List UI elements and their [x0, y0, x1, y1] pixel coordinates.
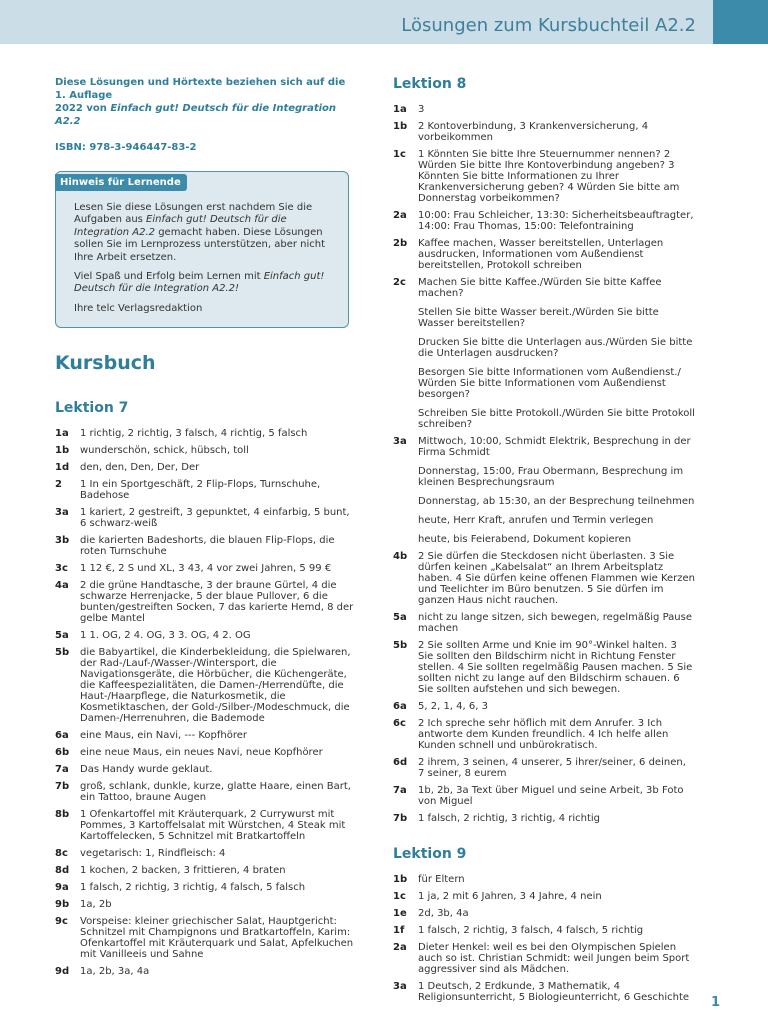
intro-line2-prefix: 2022 von [55, 103, 111, 114]
answer-line: Stellen Sie bitte Wasser bereit./Würden Sie bitte Wasser bereitstellen? [418, 307, 659, 329]
exercise-answer: 1 richtig, 2 richtig, 3 falsch, 4 richtig, 5 falsch [80, 428, 308, 440]
hint-p1-text: Lesen Sie diese Lösungen erst nachdem Sie die Aufgaben aus [74, 202, 313, 226]
exercise-answer: 1 falsch, 2 richtig, 3 falsch, 4 falsch, 5 richtig [418, 925, 644, 936]
exercise-number: 9c [55, 916, 68, 928]
exercise-answer [418, 718, 695, 751]
exercise-row [55, 647, 357, 724]
exercise-answer: 1 In ein Sportgeschäft, 2 Flip-Flops, Turnschuhe, Badehose [80, 479, 321, 502]
hint-p2-title: Einfach gut! Deutsch für die Integration A2.2! [74, 271, 325, 295]
exercise-number: 5a [393, 612, 407, 623]
exercise-row [393, 891, 695, 902]
exercise-row [55, 507, 357, 529]
exercise-answer: eine neue Maus, ein neues Navi, neue Kopfhörer [80, 747, 323, 759]
exercise-answer: Das Handy wurde geklaut. [80, 764, 213, 776]
exercise-number: 1c [393, 149, 406, 160]
exercise-row [55, 865, 357, 876]
exercise-number: 8b [55, 809, 70, 821]
exercise-row [55, 479, 357, 501]
exercise-number: 2a [393, 210, 407, 221]
exercise-row [55, 809, 357, 842]
answer-line: 3 [418, 104, 425, 115]
exercise-row [55, 966, 357, 977]
hint-paragraph-1 [74, 202, 330, 264]
exercise-answer [418, 757, 695, 779]
answer-line: Schreiben Sie bitte Protokoll./Würden Sie bitte Protokoll schreiben? [418, 408, 695, 430]
answer-line: Donnerstag, ab 15:30, an der Besprechung teilnehmen [418, 496, 695, 507]
exercise-answer: wunderschön, schick, hübsch, toll [80, 445, 249, 457]
answer-line: 2 Ich spreche sehr höflich mit dem Anrufer. 3 Ich antworte dem Kunden freundlich. 4 Ich helfe allen Kunden schnell und unbürokratisch. [418, 718, 669, 751]
exercise-row [393, 981, 695, 1003]
exercise-number: 5a [55, 630, 69, 642]
exercise-answer [418, 104, 695, 115]
exercise-number: 2 [55, 479, 62, 491]
exercise-row [55, 848, 357, 859]
intro-line1: Diese Lösungen und Hörtexte beziehen sich auf die 1. Auflage [55, 77, 346, 101]
page-number: 1 [710, 995, 720, 1010]
exercise-number: 8c [55, 848, 68, 860]
exercise-row [55, 916, 357, 960]
exercise-number: 1f [393, 925, 405, 936]
exercise-answer [418, 277, 695, 430]
hint-box [55, 171, 349, 328]
answer-line: Drucken Sie bitte die Unterlagen aus./Würden Sie bitte die Unterlagen ausdrucken? [418, 337, 693, 359]
exercise-row [55, 428, 357, 439]
exercise-row [55, 580, 357, 624]
exercise-row [55, 899, 357, 910]
answer-line: Machen Sie bitte Kaffee./Würden Sie bitte Kaffee machen? [418, 277, 662, 299]
exercise-answer: eine Maus, ein Navi, --- Kopfhörer [80, 730, 248, 742]
exercise-number: 3c [55, 563, 68, 575]
exercise-number: 6b [55, 747, 70, 759]
exercise-answer: 1a, 2b [80, 899, 112, 911]
exercise-row [393, 238, 695, 271]
exercise-number: 1b [393, 121, 408, 132]
exercise-row [393, 874, 695, 885]
answer-line: 2 Sie sollten Arme und Knie im 90°-Winkel halten. 3 Sie sollten den Bildschirm nicht in Richtung Fenster stellen. 4 Sie sollten regelmäßig Pausen machen. 5 Sie sollten nicht zu lange auf den Bildschirm schauen. 6 Sie sollten aufstehen und sich bewegen. [418, 640, 693, 695]
exercise-answer: 1 kochen, 2 backen, 3 frittieren, 4 braten [80, 865, 286, 877]
exercise-number: 3a [393, 981, 407, 992]
exercise-number: 1c [393, 891, 406, 902]
left-column [55, 76, 357, 983]
exercise-number: 3b [55, 535, 70, 547]
exercise-number: 7b [55, 781, 70, 793]
exercise-number: 8d [55, 865, 70, 877]
exercise-number: 1b [393, 874, 408, 885]
exercise-answer [418, 612, 695, 634]
hint-paragraph-2 [74, 271, 330, 296]
intro-text [55, 76, 357, 128]
hint-p2-text: Viel Spaß und Erfolg beim Lernen mit [74, 271, 264, 283]
exercise-row [55, 630, 357, 641]
exercise-number: 3a [55, 507, 69, 519]
exercise-number: 6c [393, 718, 406, 729]
answer-line: 10:00: Frau Schleicher, 13:30: Sicherheitsbeauftragter, 14:00: Frau Thomas, 15:00: Telefontraining [418, 210, 694, 232]
exercise-answer [418, 640, 695, 695]
exercise-answer: 2 die grüne Handtasche, 3 der braune Gürtel, 4 die schwarze Herrenjacke, 5 der blaue Pullover, 6 die bunten/gestreiften Socken, 7 das karierte Hemd, 8 der gelbe Mantel [80, 580, 354, 625]
exercise-row [55, 882, 357, 893]
hint-p1-title: Einfach gut! Deutsch für die Integration A2.2 [74, 214, 287, 238]
exercise-number: 1e [393, 908, 407, 919]
exercise-answer: 1 12 €, 2 S und XL, 3 43, 4 vor zwei Jahren, 5 99 € [80, 563, 332, 575]
exercise-answer: 1a, 2b, 3a, 4a [80, 966, 150, 978]
exercise-row [55, 445, 357, 456]
exercise-number: 7a [393, 785, 407, 796]
exercise-row [393, 908, 695, 919]
exercise-answer [418, 785, 695, 807]
exercise-answer [418, 551, 695, 606]
exercise-row [55, 747, 357, 758]
exercise-number: 4b [393, 551, 408, 562]
hint-p1-rest: gemacht haben. Diese Lösungen sollen Sie im Lernprozess unterstützen, aber nicht Ihre Arbeit ersetzen. [74, 226, 326, 263]
exercise-number: 9b [55, 899, 70, 911]
answer-line: 2 ihrem, 3 seinen, 4 unserer, 5 ihrer/seiner, 6 deinen, 7 seiner, 8 eurem [418, 757, 686, 779]
exercise-answer [418, 210, 695, 232]
answer-line: 5, 2, 1, 4, 6, 3 [418, 701, 488, 712]
exercise-row [393, 757, 695, 779]
exercise-number: 1a [393, 104, 407, 115]
exercise-row [393, 640, 695, 695]
answer-line: Mittwoch, 10:00, Schmidt Elektrik, Besprechung in der Firma Schmidt [418, 436, 691, 458]
exercise-answer: 1 Ofenkartoffel mit Kräuterquark, 2 Currywurst mit Pommes, 3 Kartoffelsalat mit Würstchen, 4 Steak mit Kartoffelecken, 5 Schnitzel mit Bratkartoffeln [80, 809, 346, 843]
exercise-answer: 1 ja, 2 mit 6 Jahren, 3 4 Jahre, 4 nein [418, 891, 602, 902]
isbn: ISBN: 978-3-946447-83-2 [55, 142, 197, 153]
exercise-row [393, 551, 695, 606]
exercise-answer: 1 falsch, 2 richtig, 3 richtig, 4 falsch, 5 falsch [80, 882, 306, 894]
answer-line: heute, Herr Kraft, anrufen und Termin verlegen [418, 515, 654, 526]
exercise-answer: 1 1. OG, 2 4. OG, 3 3. OG, 4 2. OG [80, 630, 251, 642]
lektion-8-title: Lektion 8 [393, 76, 467, 92]
exercise-number: 1b [55, 445, 70, 457]
answer-line: Besorgen Sie bitte Informationen vom Außendienst./ Würden Sie bitte Informationen vom Außendienst besorgen? [418, 367, 681, 400]
exercise-row [55, 462, 357, 473]
exercise-number: 6a [393, 701, 407, 712]
exercise-answer [418, 436, 695, 545]
answer-line: heute, bis Feierabend, Dokument kopieren [418, 534, 632, 545]
exercise-answer [418, 238, 695, 271]
exercise-number: 3a [393, 436, 407, 447]
exercise-answer: Dieter Henkel: weil es bei den Olympischen Spielen auch so ist. Christian Schmidt: weil Jungen beim Sport aggressiver sind als Mädchen. [418, 942, 690, 975]
exercise-row [393, 813, 695, 824]
page-header [0, 0, 768, 44]
exercise-number: 1d [55, 462, 70, 474]
exercise-row [55, 781, 357, 803]
exercise-answer: 1 kariert, 2 gestreift, 3 gepunktet, 4 einfarbig, 5 bunt, 6 schwarz-weiß [80, 507, 350, 530]
answer-line: nicht zu lange sitzen, sich bewegen, regelmäßig Pause machen [418, 612, 692, 634]
exercise-answer [418, 121, 695, 143]
exercise-number: 4a [55, 580, 69, 592]
section-title: Kursbuch [55, 352, 156, 375]
exercise-row [393, 149, 695, 204]
exercise-number: 2c [393, 277, 406, 288]
lektion-7-list [55, 428, 357, 977]
exercise-answer: Vorspeise: kleiner griechischer Salat, Hauptgericht: Schnitzel mit Champignons und Bratkartoffeln, Karim: Ofenkartoffel mit Kräuterquark und Salat, Apfelkuchen mit Vanilleeis und Sahne [80, 916, 354, 961]
exercise-row [393, 436, 695, 545]
exercise-number: 9d [55, 966, 70, 978]
answer-line: Donnerstag, 15:00, Frau Obermann, Besprechung im kleinen Besprechungsraum [418, 466, 684, 488]
exercise-answer [418, 813, 695, 824]
exercise-answer: 2d, 3b, 4a [418, 908, 469, 919]
lektion-9-title: Lektion 9 [393, 846, 467, 862]
exercise-answer: vegetarisch: 1, Rindfleisch: 4 [80, 848, 226, 860]
exercise-row [393, 925, 695, 936]
exercise-number: 6a [55, 730, 69, 742]
exercise-row [393, 701, 695, 712]
exercise-answer: den, den, Den, Der, Der [80, 462, 200, 474]
answer-line: 1b, 2b, 3a Text über Miguel und seine Arbeit, 3b Foto von Miguel [418, 785, 684, 807]
hint-label: Hinweis für Lernende [55, 174, 187, 191]
lektion-9-list [393, 874, 695, 1003]
exercise-row [55, 535, 357, 557]
exercise-number: 6d [393, 757, 408, 768]
exercise-row [393, 612, 695, 634]
exercise-row [55, 764, 357, 775]
exercise-number: 2b [393, 238, 408, 249]
exercise-number: 7a [55, 764, 69, 776]
exercise-row [393, 277, 695, 430]
hint-signature: Ihre telc Verlagsredaktion [74, 302, 203, 314]
exercise-answer [418, 149, 695, 204]
exercise-row [393, 942, 695, 975]
exercise-row [393, 210, 695, 232]
exercise-number: 7b [393, 813, 408, 824]
exercise-answer: die karierten Badeshorts, die blauen Flip-Flops, die roten Turnschuhe [80, 535, 335, 558]
exercise-row [393, 104, 695, 115]
exercise-row [393, 718, 695, 751]
exercise-row [393, 785, 695, 807]
exercise-number: 1a [55, 428, 69, 440]
exercise-number: 9a [55, 882, 69, 894]
exercise-answer: groß, schlank, dunkle, kurze, glatte Haare, einen Bart, ein Tattoo, braune Augen [80, 781, 351, 804]
exercise-row [55, 730, 357, 741]
exercise-number: 5b [55, 647, 70, 659]
answer-line: Kaffee machen, Wasser bereitstellen, Unterlagen ausdrucken, Informationen vom Außendienst bereitstellen, Protokoll schreiben [418, 238, 664, 271]
answer-line: 2 Kontoverbindung, 3 Krankenversicherung, 4 vorbeikommen [418, 121, 649, 143]
header-title: Lösungen zum Kursbuchteil A2.2 [401, 15, 696, 36]
exercise-number: 2a [393, 942, 407, 953]
exercise-row [55, 563, 357, 574]
answer-line: 1 falsch, 2 richtig, 3 richtig, 4 richtig [418, 813, 601, 824]
exercise-answer [418, 701, 695, 712]
header-tab [713, 0, 768, 44]
answer-line: 2 Sie dürfen die Steckdosen nicht überlasten. 3 Sie dürfen keinen „Kabelsalat“ an Ihrem Arbeitsplatz haben. 4 Sie dürfen keine offenen Flammen wie Kerzen und Teelichter im Büro benutzen. 5 Sie dürfen im ganzen Haus nicht rauchen. [418, 551, 696, 606]
lektion-7-title: Lektion 7 [55, 400, 129, 417]
intro-book-title: Einfach gut! Deutsch für die Integration A2.2 [55, 103, 337, 127]
exercise-row [393, 121, 695, 143]
exercise-answer: für Eltern [418, 874, 465, 885]
answer-line: 1 Könnten Sie bitte Ihre Steuernummer nennen? 2 Würden Sie bitte Ihre Kontoverbindung angeben? 3 Könnten Sie bitte Informationen zu Ihrer Krankenversicherung geben? 4 Würden Sie bitte am Donnerstag vorbeikommen? [418, 149, 680, 204]
exercise-number: 5b [393, 640, 408, 651]
right-column [393, 76, 695, 1009]
exercise-answer: die Babyartikel, die Kinderbekleidung, die Spielwaren, der Rad-/Lauf-/Wasser-/Wintersport, die Navigationsgeräte, die Hörbücher, die Küchengeräte, die Kaffeespezialitäten, die Damen-/Herrendüfte, die Haut-/Haarpflege, die Naturkosmetik, die Kosmetiktaschen, der Gold-/Silber-/Modeschmuck, die Damen-/Herrenuhren, die Bademode [80, 647, 351, 725]
exercise-answer: 1 Deutsch, 2 Erdkunde, 3 Mathematik, 4 Religionsunterricht, 5 Biologieunterricht, 6 Geschichte [418, 981, 690, 1003]
lektion-8-list [393, 104, 695, 824]
